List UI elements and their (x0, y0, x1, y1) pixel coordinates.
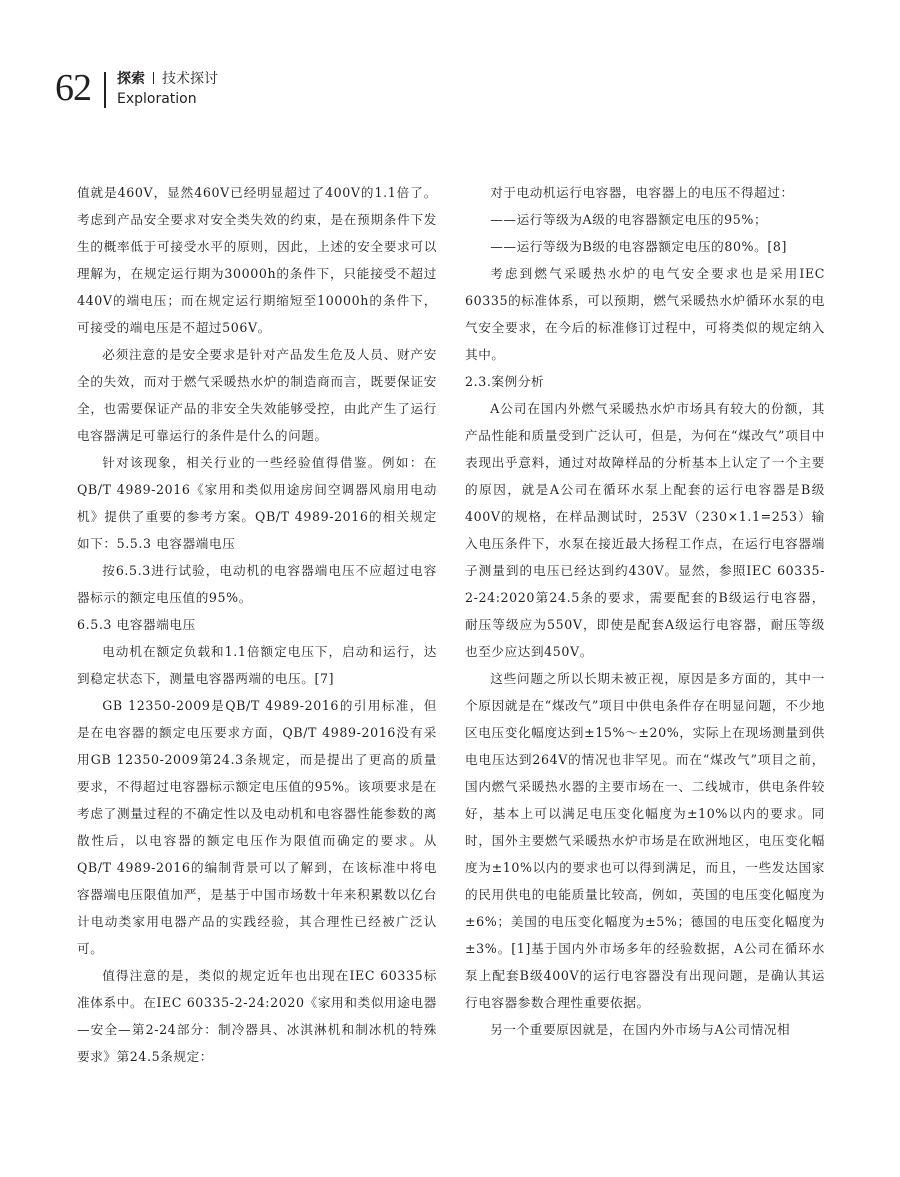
left-column (77, 179, 437, 1070)
paragraph: 必须注意的是安全要求是针对产品发生危及人员、财产安全的失效，而对于燃气采暖热水炉的制造商而言，既要保证安全，也需要保证产品的非安全失效能够受控，由此产生了运行电容器满足可靠运行的条件是什么的问题。 (77, 347, 437, 443)
section-heading: 2.3.案例分析 (465, 374, 545, 389)
header-divider (104, 72, 106, 108)
paragraph: ——运行等级为A级的电容器额定电压的95%； (490, 212, 768, 227)
section-title (117, 70, 218, 88)
subsection-name: 技术探讨 (162, 71, 218, 87)
paragraph: 电动机在额定负载和1.1倍额定电压下，启动和运行，达到稳定状态下，测量电容器两端的电压。[7] (77, 644, 437, 686)
paragraph: 按6.5.3进行试验，电动机的电容器端电压不应超过电容器标示的额定电压值的95%。 (77, 563, 437, 605)
paragraph: 值就是460V，显然460V已经明显超过了400V的1.1倍了。考虑到产品安全要求对安全类失效的约束，是在预期条件下发生的概率低于可接受水平的原则，因此，上述的安全要求可以理解为，在规定运行期为30000h的条件下，只能接受不超过440V的端电压；而在规定运行期缩短至10000h的条件下，可接受的端电压是不超过506V。 (77, 185, 437, 335)
paragraph: 值得注意的是，类似的规定近年也出现在IEC 60335标准体系中。在IEC 60335-2-24:2020《家用和类似用途电器—安全—第2-24部分：制冷器具、冰淇淋机和制冰机的特殊要求》第24.5条规定： (77, 968, 437, 1064)
paragraph: ——运行等级为B级的电容器额定电压的80%。[8] (490, 239, 787, 254)
paragraph: GB 12350-2009是QB/T 4989-2016的引用标准，但是在电容器的额定电压要求方面，QB/T 4989-2016没有采用GB 12350-2009第24.3条规定，而是提出了更高的质量要求，不得超过电容器标示额定电压值的95%。该项要求是在考虑了测量过程的不确定性以及电动机和电容器性能参数的离散性后，以电容器的额定电压作为限值而确定的要求。从QB/T 4989-2016的编制背景可以了解到，在该标准中将电容器端电压限值加严，是基于中国市场数十年来积累数以亿台计电动类家用电器产品的实践经验，其合理性已经被广泛认可。 (77, 698, 437, 956)
paragraph: 针对该现象，相关行业的一些经验值得借鉴。例如：在QB/T 4989-2016《家用和类似用途房间空调器风扇用电动机》提供了重要的参考方案。QB/T 4989-2016的相关规定如下：5.5.3 电容器端电压 (77, 455, 437, 551)
page-number: 62 (55, 67, 91, 109)
paragraph: 考虑到燃气采暖热水炉的电气安全要求也是采用IEC 60335的标准体系，可以预期，燃气采暖热水炉循环水泵的电气安全要求，在今后的标准修订过程中，可将类似的规定纳入其中。 (465, 266, 825, 362)
paragraph: A公司在国内外燃气采暖热水炉市场具有较大的份额，其产品性能和质量受到广泛认可，但是，为何在“煤改气”项目中表现出乎意料，通过对故障样品的分析基本上认定了一个主要的原因，就是A公司在循环水泵上配套的运行电容器是B级400V的规格，在样品测试时，253V（230×1.1=253）输入电压条件下，水泵在接近最大扬程工作点，在运行电容器端子测量到的电压已经达到约430V。显然，参照IEC 60335-2-24:2020第24.5条的要求，需要配套的B级运行电容器，耐压等级应为550V，即使是配套A级运行电容器，耐压等级也至少应达到450V。 (465, 401, 825, 659)
section-name: 探索 (117, 71, 145, 87)
section-separator (153, 72, 154, 84)
paragraph: 这些问题之所以长期未被正视，原因是多方面的，其中一个原因就是在“煤改气”项目中供电条件存在明显问题，不少地区电压变化幅度达到±15%～±20%，实际上在现场测量到供电电压达到264V的情况也非罕见。而在“煤改气”项目之前，国内燃气采暖热水器的主要市场在一、二线城市，供电条件较好，基本上可以满足电压变化幅度为±10%以内的要求。同时，国外主要燃气采暖热水炉市场是在欧洲地区，电压变化幅度为±10%以内的要求也可以得到满足，而且，一些发达国家的民用供电的电能质量比较高，例如，英国的电压变化幅度为±6%；美国的电压变化幅度为±5%；德国的电压变化幅度为±3%。[1]基于国内外市场多年的经验数据，A公司在循环水泵上配套B级400V的运行电容器没有出现问题，是确认其运行电容器参数合理性重要依据。 (465, 671, 825, 1010)
section-title-english: Exploration (117, 91, 197, 107)
section-heading: 6.5.3 电容器端电压 (77, 617, 196, 632)
right-column (465, 179, 825, 1043)
paragraph: 另一个重要原因就是，在国内外市场与A公司情况相 (490, 1022, 791, 1037)
paragraph: 对于电动机运行电容器，电容器上的电压不得超过： (490, 185, 794, 200)
